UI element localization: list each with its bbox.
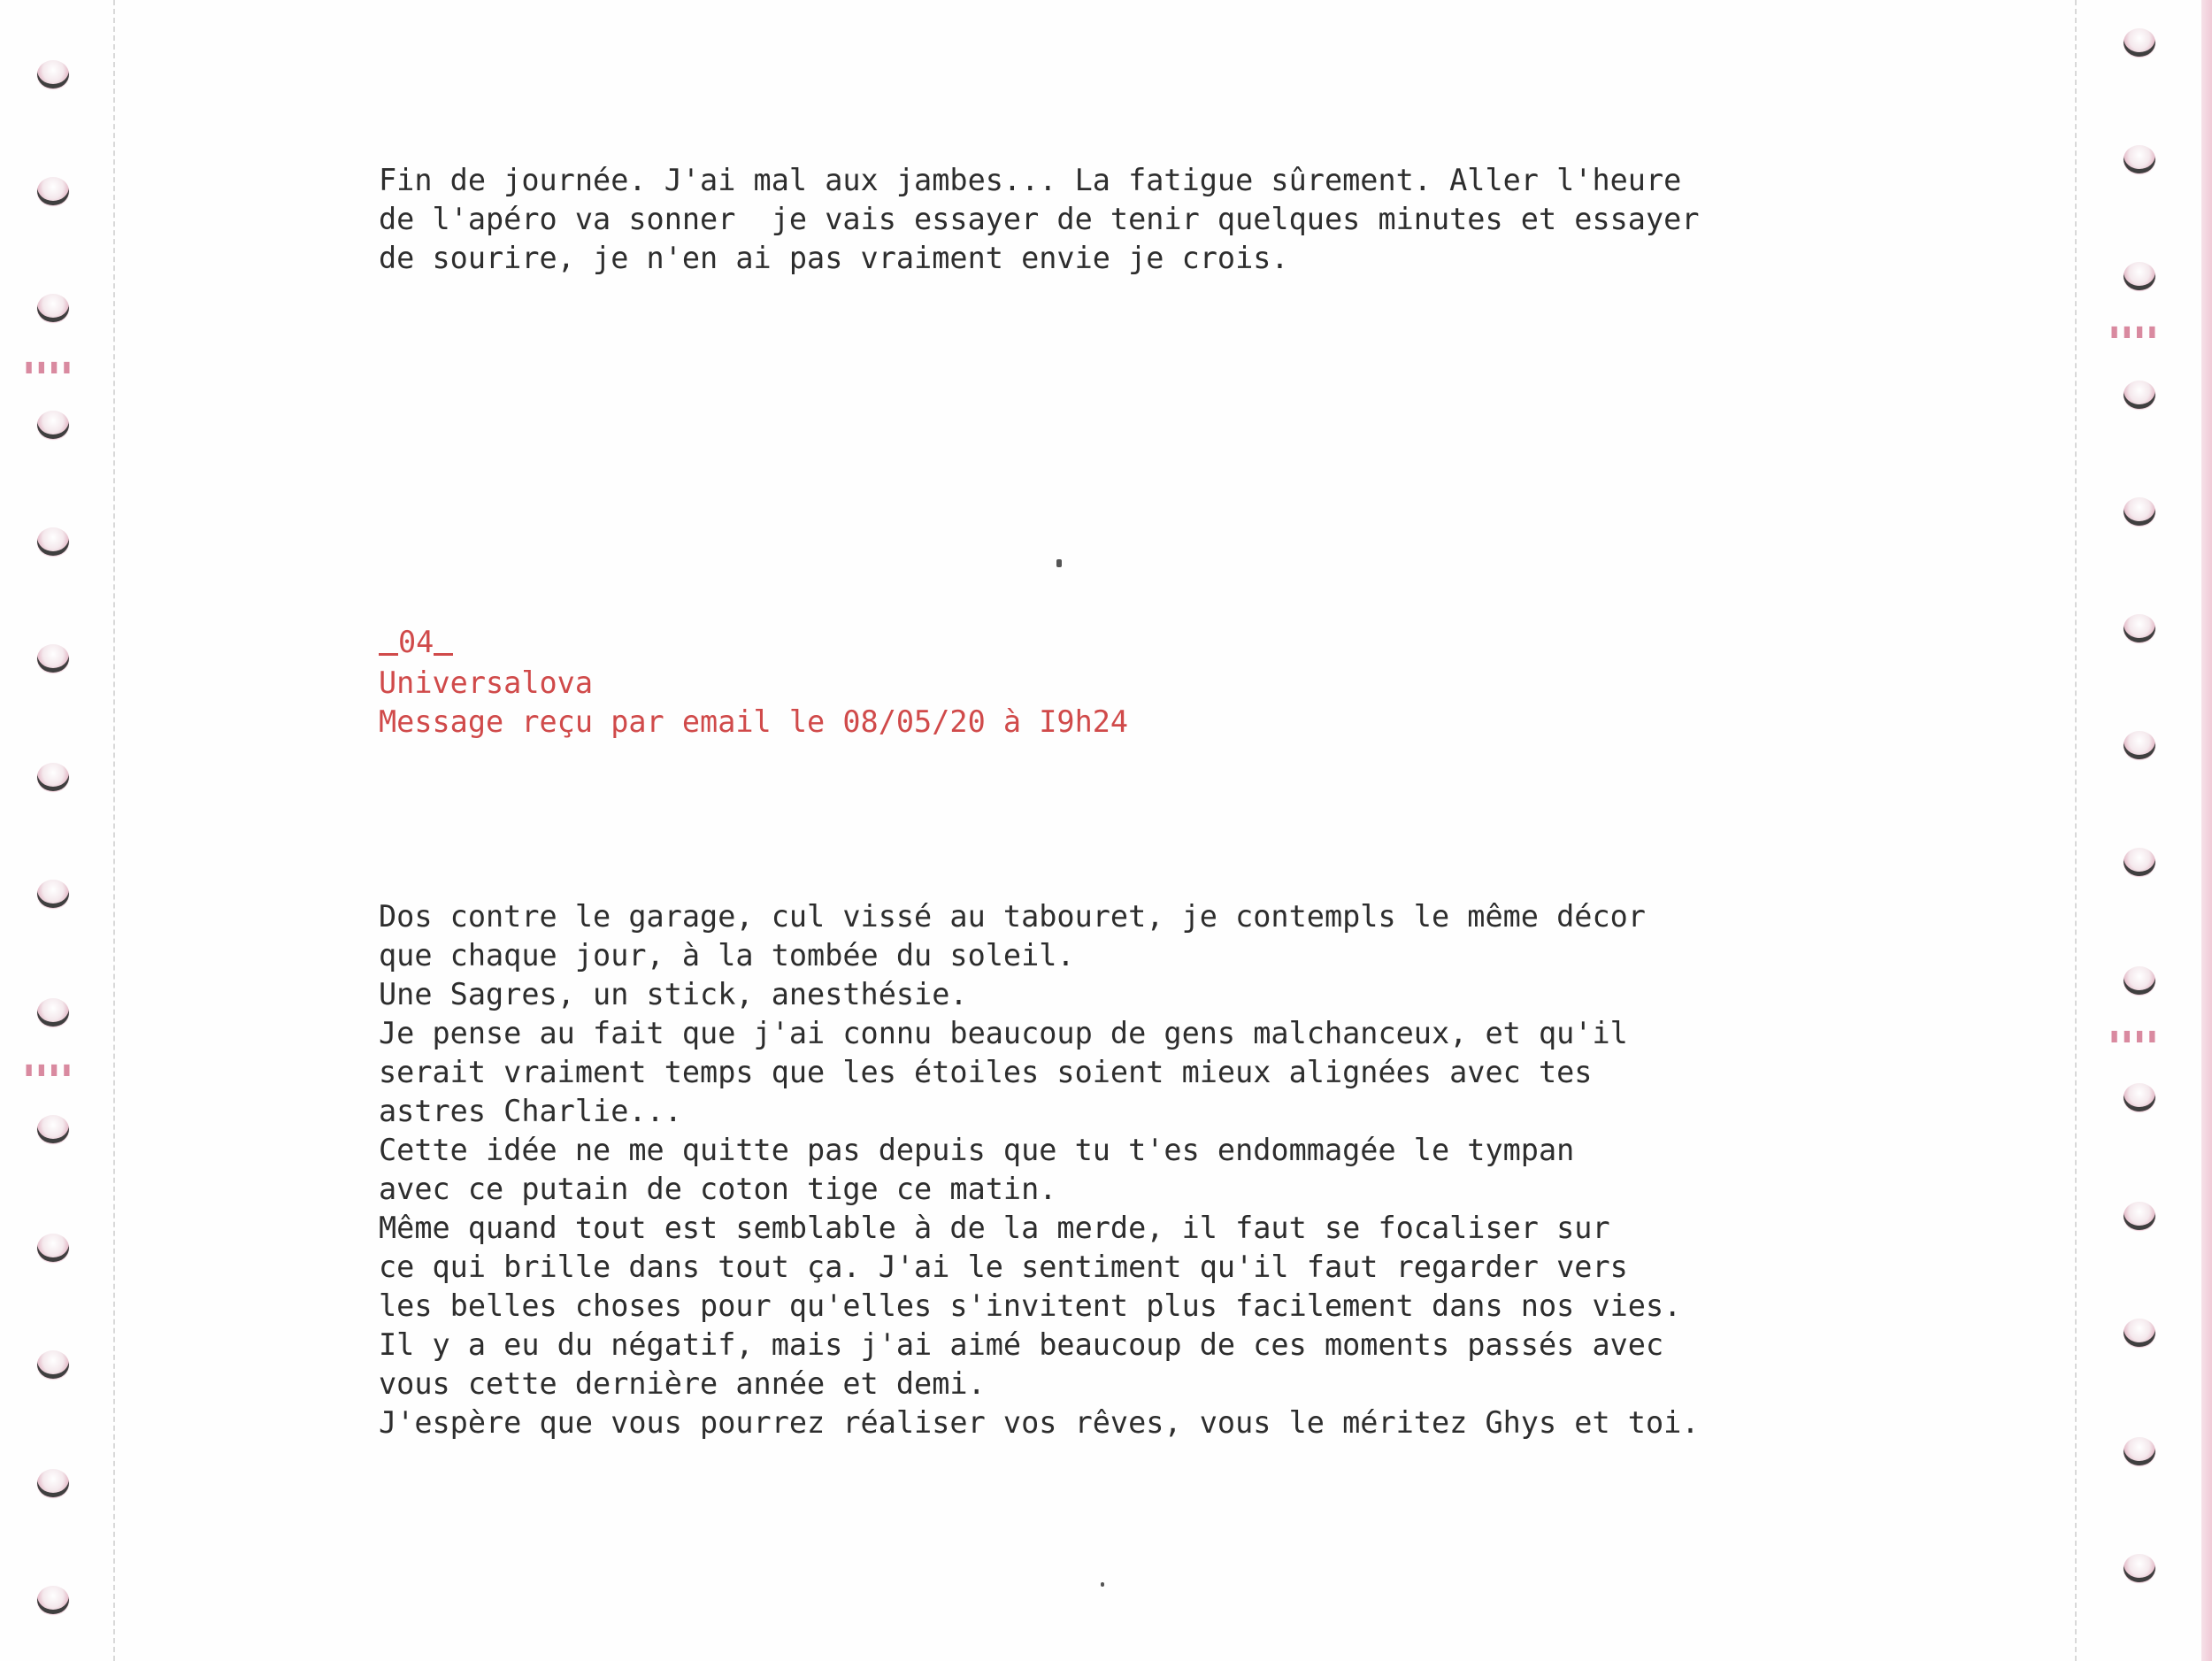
feed-hole-icon xyxy=(2124,966,2155,995)
entry-author: Universalova xyxy=(379,665,594,700)
feed-hole-icon xyxy=(37,411,69,439)
intro-line: de sourire, je n'en ai pas vraiment envie je crois. xyxy=(379,241,1289,275)
perforation-tick-icon: ▮▮▮▮ xyxy=(23,1058,73,1080)
feed-hole-icon xyxy=(2124,614,2155,642)
body-line: serait vraiment temps que les étoiles soient mieux alignées avec tes xyxy=(379,1055,1593,1089)
feed-hole-icon xyxy=(37,763,69,791)
entry-number-text: 04 xyxy=(398,625,434,659)
feed-hole-icon xyxy=(37,1350,69,1379)
feed-hole-icon xyxy=(2124,145,2155,173)
body-line: Même quand tout est semblable à de la merde, il faut se focaliser sur xyxy=(379,1211,1610,1245)
feed-hole-icon xyxy=(37,998,69,1027)
feed-hole-icon xyxy=(2124,848,2155,876)
feed-hole-icon xyxy=(37,1115,69,1143)
body-line: avec ce putain de coton tige ce matin. xyxy=(379,1172,1057,1206)
perforation-tick-icon: ▮▮▮▮ xyxy=(23,356,73,378)
ink-speck xyxy=(1101,1582,1104,1587)
underline-mark xyxy=(379,623,398,656)
feed-hole-icon xyxy=(2124,381,2155,409)
feed-hole-icon xyxy=(2124,497,2155,526)
message-body xyxy=(379,897,1699,1442)
perforation-tick-icon: ▮▮▮▮ xyxy=(2108,1025,2159,1047)
underline-mark xyxy=(434,623,453,656)
left-feed-strip xyxy=(0,0,115,1661)
feed-hole-icon xyxy=(37,177,69,205)
body-line: Cette idée ne me quitte pas depuis que tu t'es endommagée le tympan xyxy=(379,1133,1575,1167)
feed-hole-icon xyxy=(2124,262,2155,290)
body-line: J'espère que vous pourrez réaliser vos rêves, vous le méritez Ghys et toi. xyxy=(379,1405,1700,1440)
feed-hole-icon xyxy=(2124,1319,2155,1347)
body-line: ce qui brille dans tout ça. J'ai le sentiment qu'il faut regarder vers xyxy=(379,1250,1628,1284)
feed-hole-icon xyxy=(2124,731,2155,759)
feed-hole-icon xyxy=(2124,1554,2155,1582)
body-line: astres Charlie... xyxy=(379,1094,682,1128)
feed-hole-icon xyxy=(2124,1202,2155,1230)
entry-number xyxy=(379,623,453,662)
perforation-tick-icon: ▮▮▮▮ xyxy=(2108,320,2159,342)
right-perforation-line xyxy=(2075,0,2077,1661)
body-line: Une Sagres, un stick, anesthésie. xyxy=(379,977,968,1011)
entry-received-date: Message reçu par email le 08/05/20 à I9h24 xyxy=(379,704,1129,739)
feed-hole-icon xyxy=(37,60,69,88)
feed-hole-icon xyxy=(37,1469,69,1497)
body-line: Je pense au fait que j'ai connu beaucoup de gens malchanceux, et qu'il xyxy=(379,1016,1628,1050)
feed-hole-icon xyxy=(37,880,69,908)
feed-hole-icon xyxy=(37,1234,69,1262)
feed-hole-icon xyxy=(37,644,69,673)
intro-line: de l'apéro va sonner je vais essayer de tenir quelques minutes et essayer xyxy=(379,202,1700,236)
ink-speck xyxy=(1056,559,1062,567)
body-line: Dos contre le garage, cul vissé au tabouret, je contempls le même décor xyxy=(379,899,1646,934)
page-edge xyxy=(2201,0,2212,1661)
intro-line: Fin de journée. J'ai mal aux jambes... La fatigue sûrement. Aller l'heure xyxy=(379,163,1682,197)
body-line: Il y a eu du négatif, mais j'ai aimé beaucoup de ces moments passés avec xyxy=(379,1327,1664,1362)
body-line: les belles choses pour qu'elles s'invitent plus facilement dans nos vies. xyxy=(379,1288,1682,1323)
feed-hole-icon xyxy=(37,527,69,556)
feed-hole-icon xyxy=(37,294,69,322)
right-feed-strip xyxy=(2075,0,2212,1661)
feed-hole-icon xyxy=(37,1586,69,1614)
left-perforation-line xyxy=(113,0,115,1661)
feed-hole-icon xyxy=(2124,1083,2155,1111)
intro-paragraph xyxy=(379,161,1699,278)
body-line: que chaque jour, à la tombée du soleil. xyxy=(379,938,1075,973)
feed-hole-icon xyxy=(2124,1437,2155,1465)
feed-hole-icon xyxy=(2124,28,2155,57)
body-line: vous cette dernière année et demi. xyxy=(379,1366,986,1401)
